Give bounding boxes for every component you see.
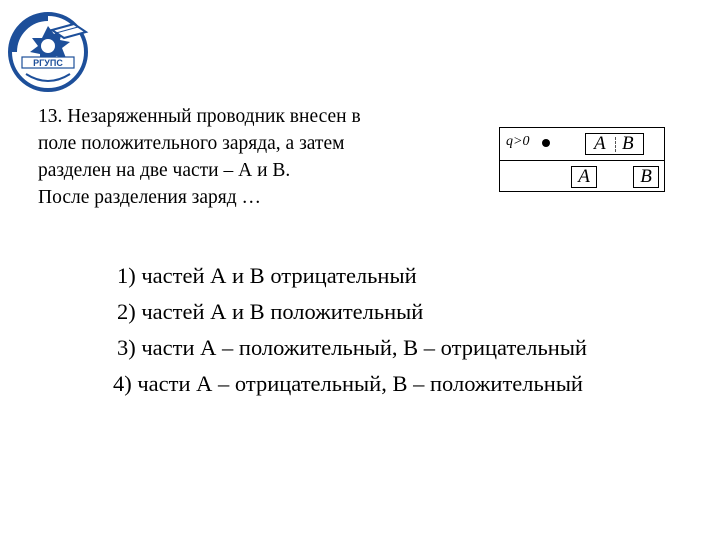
- question-text: [38, 103, 468, 211]
- whole-conductor: [585, 133, 644, 155]
- answer-option: 1) частей А и В отрицательный: [117, 263, 417, 288]
- answer-option: 4) части А – отрицательный, В – положительный: [113, 371, 583, 396]
- point-charge-icon: [542, 139, 550, 147]
- university-logo: [4, 8, 92, 92]
- question-line: поле положительного заряда, а затем: [38, 133, 345, 154]
- answer-option: 3) части А – положительный, В – отрицательный: [117, 335, 587, 360]
- question-line: 13. Незаряженный проводник внесен в: [38, 106, 361, 127]
- question-line: После разделения заряд …: [38, 187, 262, 208]
- diagram-divider: [500, 160, 664, 161]
- conductor-label-b: B: [622, 133, 634, 154]
- answer-option: 2) частей А и В положительный: [117, 299, 424, 324]
- charge-label: q>0: [506, 134, 530, 149]
- logo-text: РГУПС: [33, 58, 63, 68]
- conductor-diagram: [499, 127, 665, 192]
- question-line: разделен на две части – А и В.: [38, 160, 291, 181]
- conductor-label-a: A: [594, 133, 606, 154]
- cut-line: [615, 137, 616, 152]
- part-b: B: [633, 166, 659, 188]
- part-a: A: [571, 166, 597, 188]
